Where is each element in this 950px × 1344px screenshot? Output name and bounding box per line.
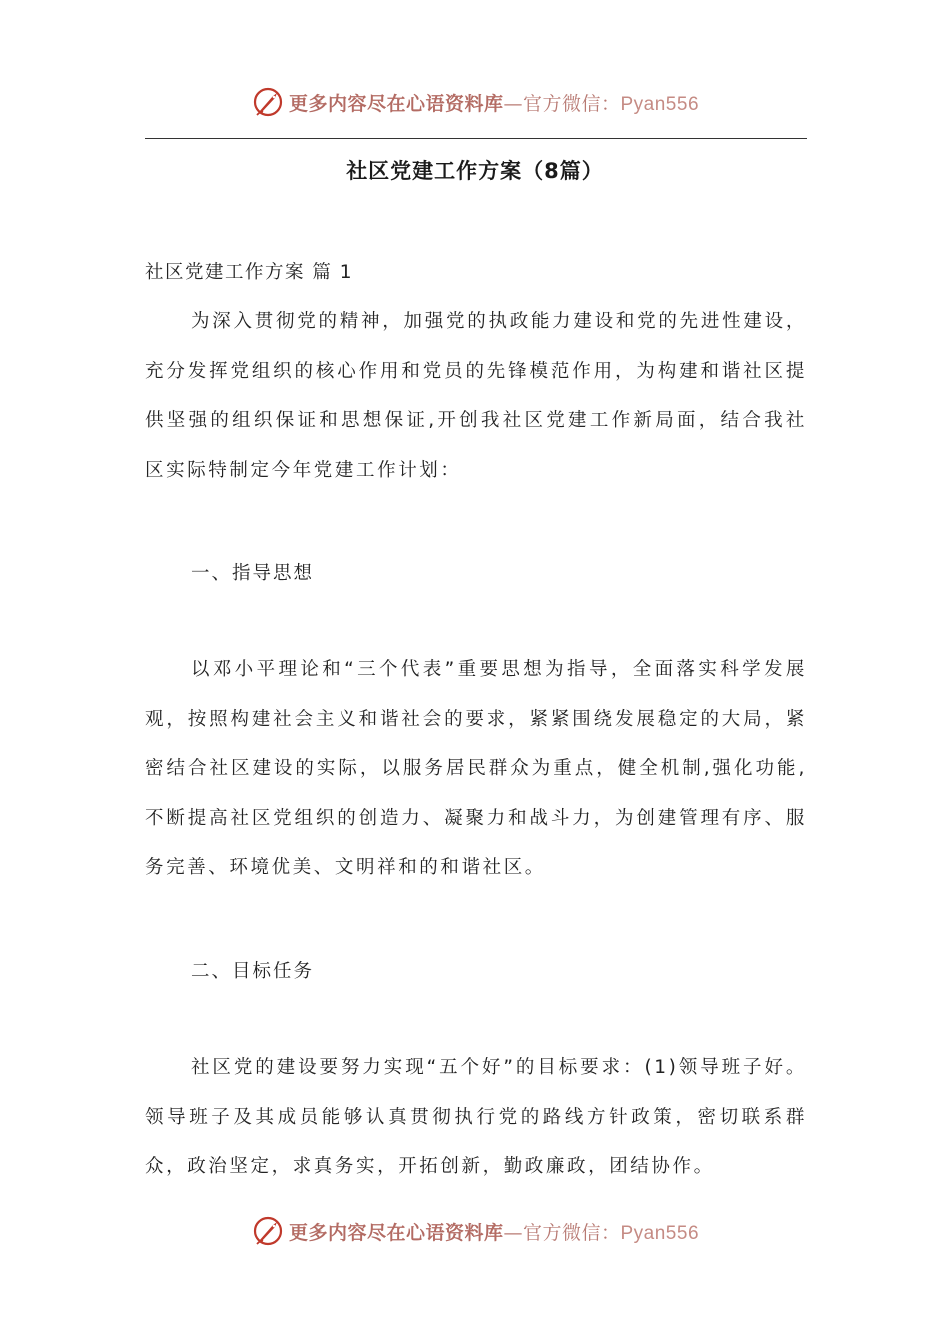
pen-nib-logo-icon: [251, 1214, 285, 1248]
header-banner-text: [289, 89, 699, 116]
document-title: 社区党建工作方案（8篇）: [346, 159, 604, 183]
footer-separator: —: [503, 1221, 523, 1244]
footer-banner-text: [289, 1218, 699, 1245]
footer-banner: [0, 1209, 950, 1253]
header-divider: [145, 138, 807, 139]
intro-paragraph: 为深入贯彻党的精神，加强党的执政能力建设和党的先进性建设，充分发挥党组织的核心作用和党员的先锋模范作用，为构建和谐社区提供坚强的组织保证和思想保证,开创我社区党建工作新局面，结合我社区实际特制定今年党建工作计划：: [145, 311, 807, 481]
section-paragraph-guiding-thought: 以邓小平理论和“三个代表”重要思想为指导，全面落实科学发展观，按照构建社会主义和谐社会的要求，紧紧围绕发展稳定的大局，紧密结合社区建设的实际，以服务居民群众为重点，健全机制,强化功能,不断提高社区党组织的创造力、凝聚力和战斗力，为创建管理有序、服务完善、环境优美、文明祥和的和谐社区。: [145, 659, 807, 878]
header-separator: —: [503, 92, 523, 115]
pen-nib-logo-icon: [251, 85, 285, 119]
footer-wechat-label: 官方微信：: [522, 1221, 621, 1244]
footer-wechat-id: Pyan556: [620, 1222, 700, 1244]
chapter-label: 社区党建工作方案 篇 1: [145, 262, 354, 283]
footer-brand-text: 更多内容尽在心语资料库: [288, 1221, 504, 1244]
section-heading-goals: 二、目标任务: [191, 961, 315, 982]
header-banner: [0, 80, 950, 124]
section-paragraph-goals: 社区党的建设要努力实现“五个好”的目标要求：(1)领导班子好。领导班子及其成员能够认真贯彻执行党的路线方针政策，密切联系群众，政治坚定，求真务实，开拓创新，勤政廉政，团结协作。: [145, 1057, 807, 1177]
section-heading-guiding-thought: 一、指导思想: [191, 563, 315, 584]
header-brand-text: 更多内容尽在心语资料库: [288, 92, 504, 115]
header-wechat-id: Pyan556: [620, 93, 700, 115]
header-wechat-label: 官方微信：: [522, 92, 621, 115]
